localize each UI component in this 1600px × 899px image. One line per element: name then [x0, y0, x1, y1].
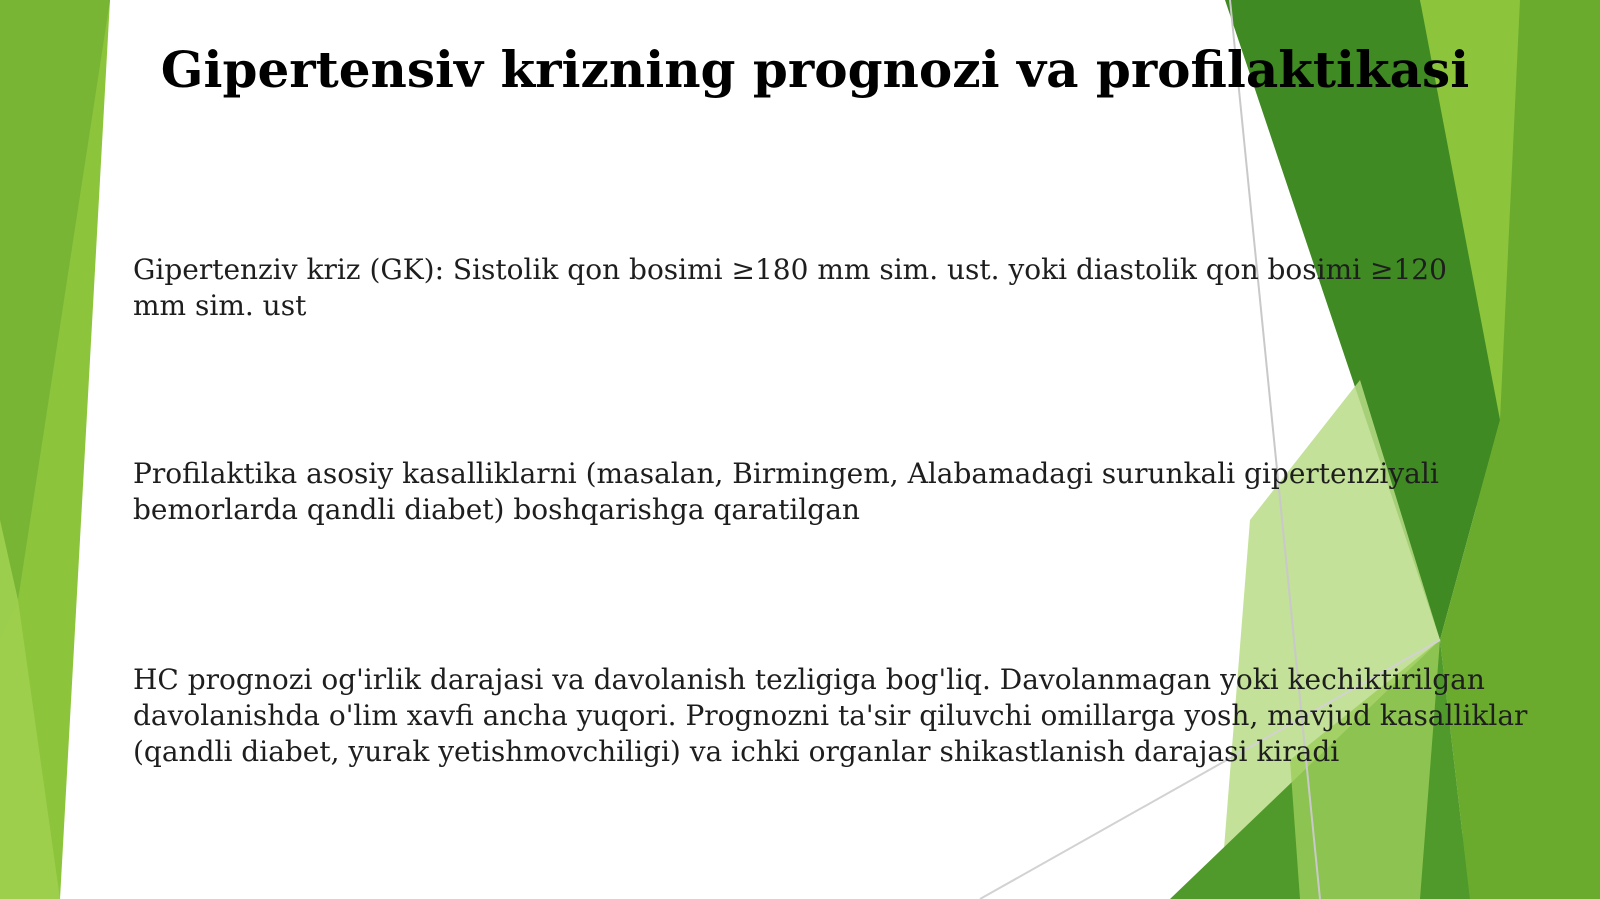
paragraph-prevention: Profilaktika asosiy kasalliklarni (masalan, Birmingem, Alabamadagi surunkali gipertenziyali bemorlarda qandli diabet) boshqarishga qaratilgan	[133, 457, 1439, 526]
paragraph-prognosis: HC prognozi og'irlik darajasi va davolanish tezligiga bog'liq. Davolanmagan yoki kechiktirilgan davolanishda o'lim xavfi ancha yuqori. Prognozni ta'sir qiluvchi omillarga yosh, mavjud kasalliklar (qandli diabet, yurak yetishmovchiligi) va ichki organlar shikastlanish darajasi kiradi	[133, 663, 1528, 768]
paragraph-definition: Gipertenziv kriz (GK): Sistolik qon bosimi ≥180 mm sim. ust. yoki diastolik qon bosimi ≥120 mm sim. ust	[133, 253, 1447, 322]
slide-title: Gipertensiv krizning prognozi va profilaktikasi	[160, 40, 1470, 99]
